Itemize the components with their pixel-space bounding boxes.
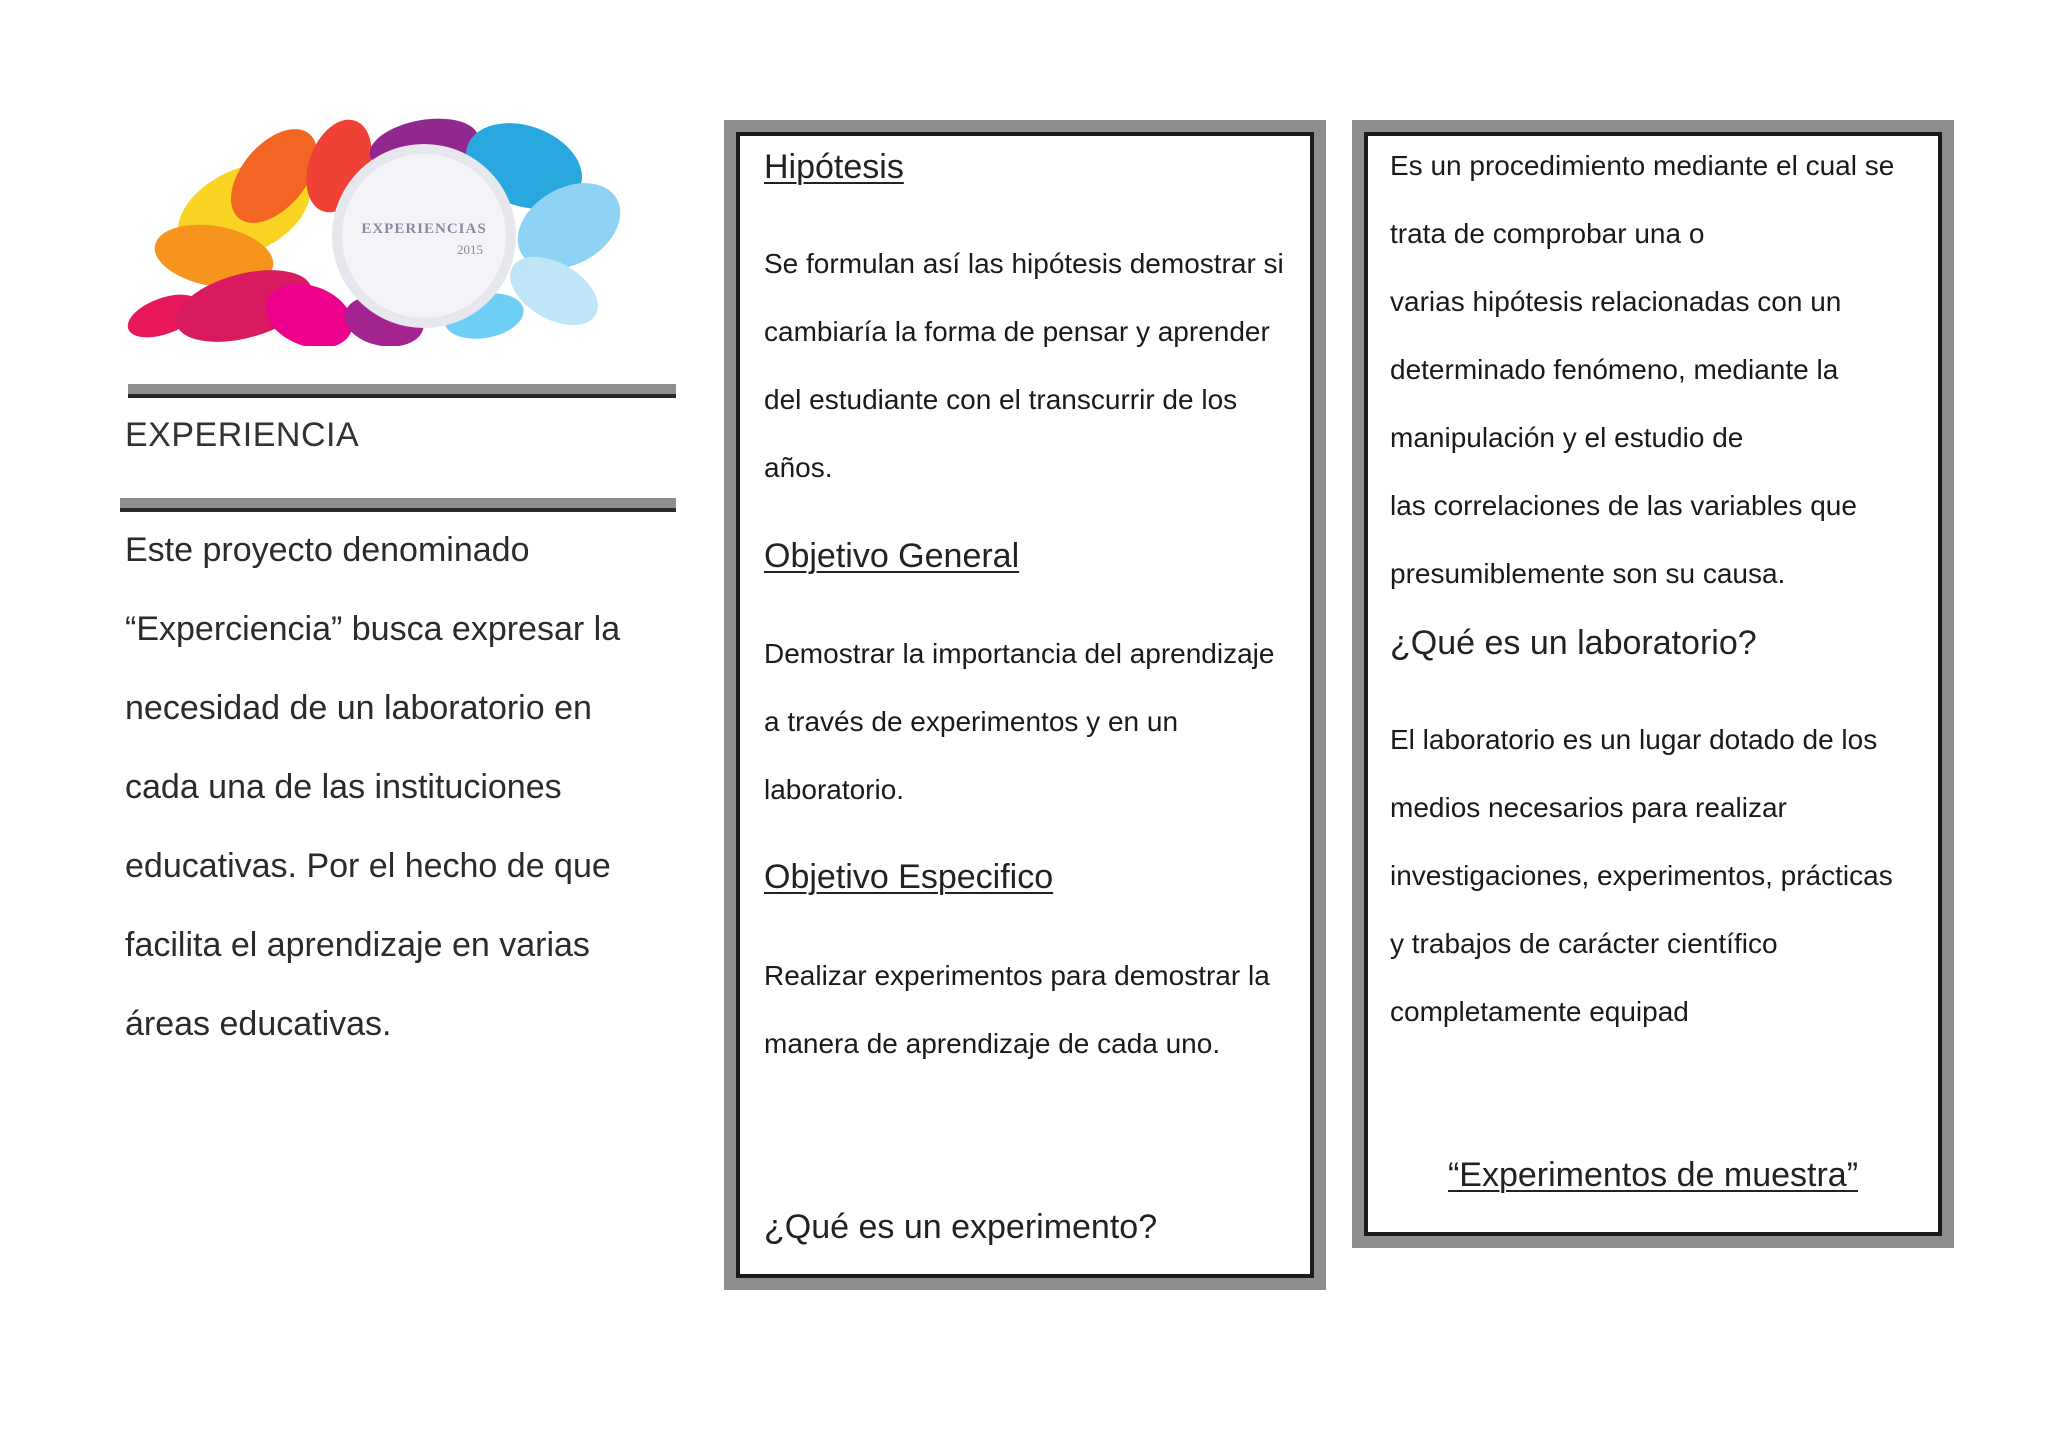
general-objective-heading: Objetivo General: [764, 537, 1020, 575]
experiment-line: manipulación y el estudio de: [1390, 422, 1744, 453]
divider-bottom: [120, 498, 676, 512]
intro-line: áreas educativas.: [125, 1005, 392, 1043]
laboratory-line: El laboratorio es un lugar dotado de los: [1390, 724, 1878, 755]
experiment-line: las correlaciones de las variables que: [1390, 490, 1857, 521]
laboratory-line: y trabajos de carácter científico: [1390, 928, 1778, 959]
experiment-line: trata de comprobar una o: [1390, 218, 1705, 249]
hypothesis-heading: Hipótesis: [764, 148, 904, 186]
hypothesis-line: del estudiante con el transcurrir de los: [764, 384, 1238, 415]
laboratory-heading: ¿Qué es un laboratorio?: [1390, 624, 1757, 662]
sample-experiments-heading: “Experimentos de muestra”: [1447, 1156, 1859, 1194]
intro-paragraph: [125, 520, 685, 1073]
logo-caption-1: EXPERIENCIAS: [361, 221, 487, 237]
intro-line: facilita el aprendizaje en varias: [125, 926, 590, 964]
experiment-question: ¿Qué es un experimento?: [764, 1208, 1158, 1246]
laboratory-line: medios necesarios para realizar: [1390, 792, 1787, 823]
specific-objective-heading: Objetivo Especifico: [764, 858, 1054, 896]
experiencias-logo: [124, 116, 644, 346]
laboratory-definition: [1390, 718, 1893, 1058]
intro-line: necesidad de un laboratorio en: [125, 689, 592, 727]
hypothesis-line: Se formulan así las hipótesis demostrar si: [764, 248, 1284, 279]
logo-caption-2: 2015: [457, 242, 483, 257]
hypothesis-line: cambiaría la forma de pensar y aprender: [764, 316, 1270, 347]
intro-line: “Experciencia” busca expresar la: [125, 610, 621, 648]
specific-objective-text: [764, 954, 1270, 1090]
colorful-splash-logo-icon: [124, 116, 644, 346]
middle-panel: [724, 120, 1326, 1290]
general-objective-line: laboratorio.: [764, 774, 905, 805]
laboratory-line: completamente equipad: [1390, 996, 1689, 1027]
general-objective-line: Demostrar la importancia del aprendizaje: [764, 638, 1275, 669]
hypothesis-text: [764, 242, 1284, 514]
experiment-definition: [1390, 144, 1894, 620]
divider-top: [128, 384, 676, 398]
experiment-line: presumiblemente son su causa.: [1390, 558, 1786, 589]
laboratory-line: investigaciones, experimentos, prácticas: [1390, 860, 1893, 891]
intro-line: educativas. Por el hecho de que: [125, 847, 611, 885]
brochure-title: EXPERIENCIA: [125, 416, 360, 454]
general-objective-text: [764, 632, 1274, 836]
experiment-line: varias hipótesis relacionadas con un: [1390, 286, 1842, 317]
hypothesis-line: años.: [764, 452, 833, 483]
right-panel: [1352, 120, 1954, 1248]
general-objective-line: a través de experimentos y en un: [764, 706, 1179, 737]
specific-objective-line: manera de aprendizaje de cada uno.: [764, 1028, 1221, 1059]
intro-line: Este proyecto denominado: [125, 531, 530, 569]
experiment-line: Es un procedimiento mediante el cual se: [1390, 150, 1895, 181]
specific-objective-line: Realizar experimentos para demostrar la: [764, 960, 1270, 991]
experiment-line: determinado fenómeno, mediante la: [1390, 354, 1839, 385]
intro-line: cada una de las instituciones: [125, 768, 562, 806]
